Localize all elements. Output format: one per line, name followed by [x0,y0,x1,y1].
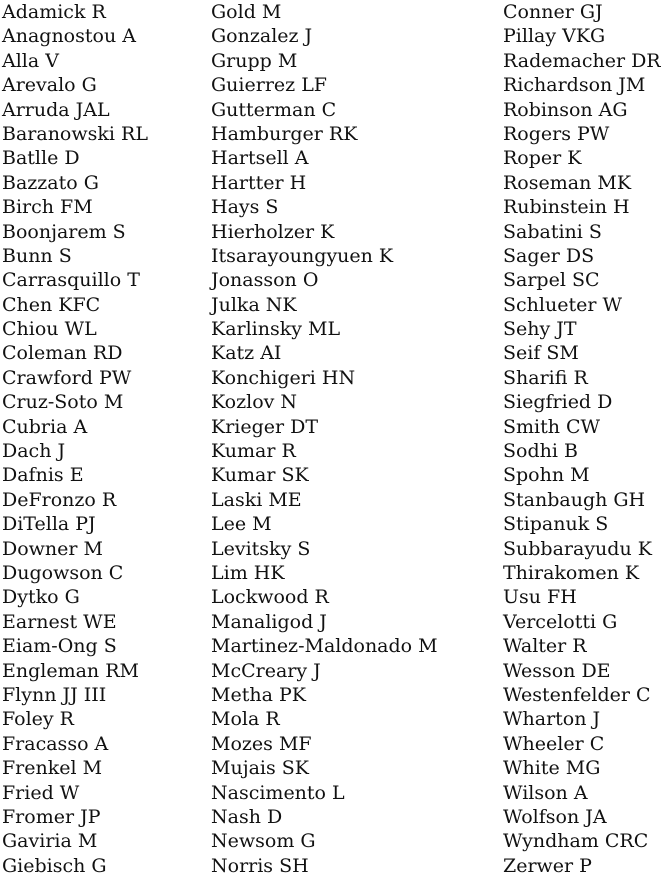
author-name: Thirakomen K [503,561,640,584]
author-name: Batlle D [2,147,80,170]
author-name: Anagnostou A [2,25,136,48]
author-name: Seif SM [503,342,579,365]
author-name: Sabatini S [503,220,602,243]
author-name: Mozes MF [211,732,312,755]
author-name: Stipanuk S [503,513,609,536]
author-name: Metha PK [211,683,306,706]
author-name: Wolfson JA [503,805,607,828]
author-name: Kumar R [211,440,296,463]
author-name: Fracasso A [2,732,109,755]
author-name: Rogers PW [503,122,610,145]
author-name: Grupp M [211,49,298,72]
author-name: Bunn S [2,244,72,267]
author-name: Hartter H [211,171,307,194]
author-name: Wharton J [503,708,601,731]
author-name: Pillay VKG [503,25,606,48]
author-name: McCreary J [211,659,321,682]
author-name: Alla V [2,49,59,72]
author-name: Spohn M [503,464,590,487]
author-name: Karlinsky ML [211,318,341,341]
author-name: Birch FM [2,196,93,219]
author-name: Rademacher DR [503,49,661,72]
author-name: Konchigeri HN [211,366,356,389]
author-name: Hartsell A [211,147,309,170]
author-name: Wesson DE [503,659,611,682]
author-name: Conner GJ [503,1,603,23]
author-name: Lee M [211,513,272,536]
author-name: Sodhi B [503,440,578,463]
author-name: DeFronzo R [2,488,117,511]
author-name: Laski ME [211,488,302,511]
author-name: Siegfried D [503,391,613,414]
author-name: Frenkel M [2,757,103,780]
author-name: Cubria A [2,415,88,438]
author-name: Wyndham CRC [503,830,649,853]
author-name: Julka NK [211,293,297,316]
author-name: Wheeler C [503,732,605,755]
author-name: Hays S [211,196,279,219]
author-name: Guierrez LF [211,74,327,97]
author-name: Arevalo G [2,74,97,97]
author-name: Smith CW [503,415,601,438]
author-name: Mujais SK [211,757,309,780]
author-name: Boonjarem S [2,220,126,243]
author-name: Nash D [211,805,283,828]
author-name: Baranowski RL [2,122,148,145]
author-name: Itsarayoungyuen K [211,244,394,267]
author-name: Flynn JJ III [2,683,107,706]
author-name: Carrasquillo T [2,269,140,292]
author-name: Chiou WL [2,318,97,341]
author-name: Sarpel SC [503,269,600,292]
author-name: Bazzato G [2,171,99,194]
author-name: Zerwer P [503,854,592,877]
author-name: Martinez-Maldonado M [211,635,438,658]
author-name: Gonzalez J [211,25,313,48]
author-name: Richardson JM [503,74,646,97]
author-name: Foley R [2,708,74,731]
name-column [211,0,438,878]
author-name: Sharifi R [503,366,588,389]
author-name: Downer M [2,537,103,560]
author-name: Usu FH [503,586,577,609]
author-name: Krieger DT [211,415,319,438]
author-name: Kozlov N [211,391,298,414]
author-name: Eiam-Ong S [2,635,117,658]
author-name: Arruda JAL [2,98,110,121]
author-name: Chen KFC [2,293,101,316]
author-name: Roseman MK [503,171,632,194]
author-name: Wilson A [503,781,588,804]
author-name: Adamick R [2,1,106,23]
author-name: Hierholzer K [211,220,335,243]
author-name: Fried W [2,781,80,804]
author-name: Dach J [2,440,66,463]
author-name: Mola R [211,708,280,731]
name-column [2,0,148,878]
author-name: Roper K [503,147,582,170]
author-name: Dugowson C [2,561,124,584]
author-name: Engleman RM [2,659,139,682]
author-name: Cruz-Soto M [2,391,124,414]
author-name: Manaligod J [211,610,327,633]
author-name: Lim HK [211,561,285,584]
author-name: Gold M [211,1,282,23]
author-name: Rubinstein H [503,196,630,219]
author-name: Norris SH [211,854,309,877]
author-name: Levitsky S [211,537,311,560]
author-name: Katz AI [211,342,282,365]
author-name: Subbarayudu K [503,537,652,560]
author-name: Fromer JP [2,805,101,828]
author-name: Walter R [503,635,587,658]
author-name: Hamburger RK [211,122,358,145]
author-name: Kumar SK [211,464,309,487]
author-name: Schlueter W [503,293,622,316]
author-name: DiTella PJ [2,513,96,536]
name-column [503,0,661,878]
author-name: Dytko G [2,586,80,609]
author-name: Robinson AG [503,98,628,121]
author-name: Coleman RD [2,342,123,365]
author-name: Dafnis E [2,464,84,487]
author-name: Crawford PW [2,366,132,389]
author-name: Lockwood R [211,586,329,609]
author-name: Giebisch G [2,854,107,877]
author-name: Gaviria M [2,830,98,853]
author-name: Earnest WE [2,610,117,633]
author-name: Vercelotti G [503,610,618,633]
author-name: Jonasson O [211,269,319,292]
author-name: Sehy JT [503,318,577,341]
author-name: Nascimento L [211,781,345,804]
author-name: Newsom G [211,830,316,853]
author-name: White MG [503,757,601,780]
author-name: Sager DS [503,244,595,267]
author-name: Stanbaugh GH [503,488,646,511]
author-name: Westenfelder C [503,683,651,706]
author-name: Gutterman C [211,98,337,121]
